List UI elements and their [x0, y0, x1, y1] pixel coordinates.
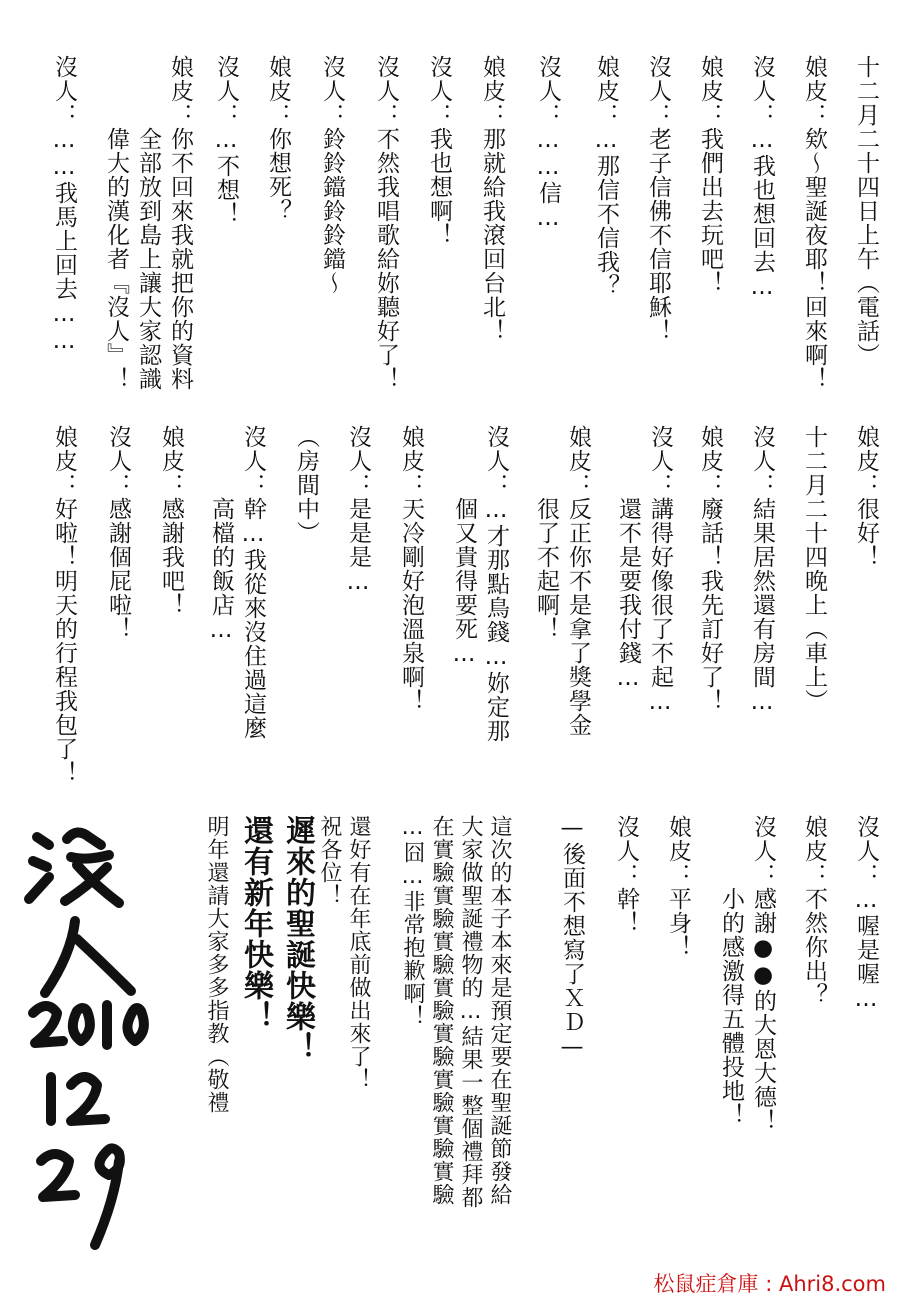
- s1-line-4: 娘皮：我們出去玩吧！: [697, 55, 723, 295]
- watermark: 松鼠症倉庫 : Ahri8.com: [653, 1272, 886, 1296]
- s1-line-3: 沒人：…我也想回去…: [749, 55, 775, 301]
- greeting-christmas: 遲來的聖誕快樂！: [280, 815, 315, 1063]
- s2-line-3: 沒人：結果居然還有房間…: [749, 425, 775, 716]
- s2-line-6: 娘皮：反正你不是拿了獎學金 很了不起啊！: [533, 425, 591, 737]
- s3-line-5: 沒人：幹！: [613, 815, 639, 935]
- s2-line-8: 娘皮：天冷剛好泡溫泉啊！: [398, 425, 424, 713]
- s1-line-10: 沒人：不然我唱歌給妳聽好了！: [373, 55, 399, 391]
- handwritten-signature: [15, 815, 175, 1275]
- s3-line-6: —後面不想寫了ＸＤ—: [559, 815, 585, 1061]
- s2-line-11: 沒人：幹…我從來沒住過這麼 高檔的飯店…: [208, 425, 266, 740]
- s2-line-12: 娘皮：感謝我吧！: [158, 425, 184, 617]
- s1-line-12: 娘皮：你想死？: [265, 55, 291, 223]
- s1-line-13: 沒人：…不想！: [213, 55, 239, 226]
- s2-line-2: 十二月二十四晚上（車上）: [801, 425, 827, 713]
- s2-line-13: 沒人：感謝個屁啦！: [105, 425, 131, 641]
- s1-line-8: 娘皮：那就給我滾回台北！: [479, 55, 505, 343]
- s2-line-7: 沒人：…才那點鳥錢…妳定那 個又貴得要死…: [451, 425, 509, 743]
- s2-line-9: 沒人：是是是…: [345, 425, 371, 596]
- s3-line-2: 娘皮：不然你出？: [801, 815, 827, 1007]
- s1-line-5: 沒人：老子信佛不信耶穌！: [645, 55, 671, 343]
- s1-line-15: 沒人：……我馬上回去……: [51, 55, 77, 355]
- s2-line-1: 娘皮：很好！: [853, 425, 879, 569]
- s2-line-5: 沒人：講得好像很了不起… 還不是要我付錢…: [615, 425, 673, 716]
- s1-line-11: 沒人：鈴鈴鐺鈴鈴鐺〜: [319, 55, 345, 295]
- s2-line-10: （房間中）: [293, 425, 319, 545]
- s1-line-7: 沒人：……信…: [535, 55, 561, 232]
- s1-line-1: 十二月二十四日上午（電話）: [853, 55, 879, 367]
- s1-line-9: 沒人：我也想啊！: [426, 55, 452, 247]
- s1-line-14: 娘皮：你不回來我就把你的資料 全部放到島上讓大家認識 偉大的漢化者『沒人』！: [103, 55, 193, 391]
- s3-line-3: 沒人：感謝●●的大恩大德！ 小的感激得五體投地！: [718, 815, 776, 1133]
- author-note: 這次的本子本來是預定要在聖誕節發給 大家做聖誕禮物的…結果一整個禮拜都 在實驗實驗實驗實驗實驗實驗實驗實驗 …囧…非常抱歉啊！: [400, 815, 512, 1209]
- s2-line-14: 娘皮：好啦！明天的行程我包了！: [51, 425, 77, 785]
- greeting-new-year: 還有新年快樂！: [238, 815, 273, 1032]
- s2-line-4: 娘皮：廢話！我先訂好了！: [697, 425, 723, 713]
- author-note-2: 還好有在年底前做出來了！ 祝各位！: [317, 815, 371, 1091]
- s1-line-6: 娘皮：…那信不信我？: [593, 55, 619, 298]
- s3-line-1: 沒人：…喔是喔…: [853, 815, 879, 1013]
- s3-line-4: 娘皮：平身！: [665, 815, 691, 959]
- s1-line-2: 娘皮：欸〜聖誕夜耶！回來啊！: [801, 55, 827, 391]
- closing-line: 明年還請大家多多指教（敬禮: [204, 815, 229, 1114]
